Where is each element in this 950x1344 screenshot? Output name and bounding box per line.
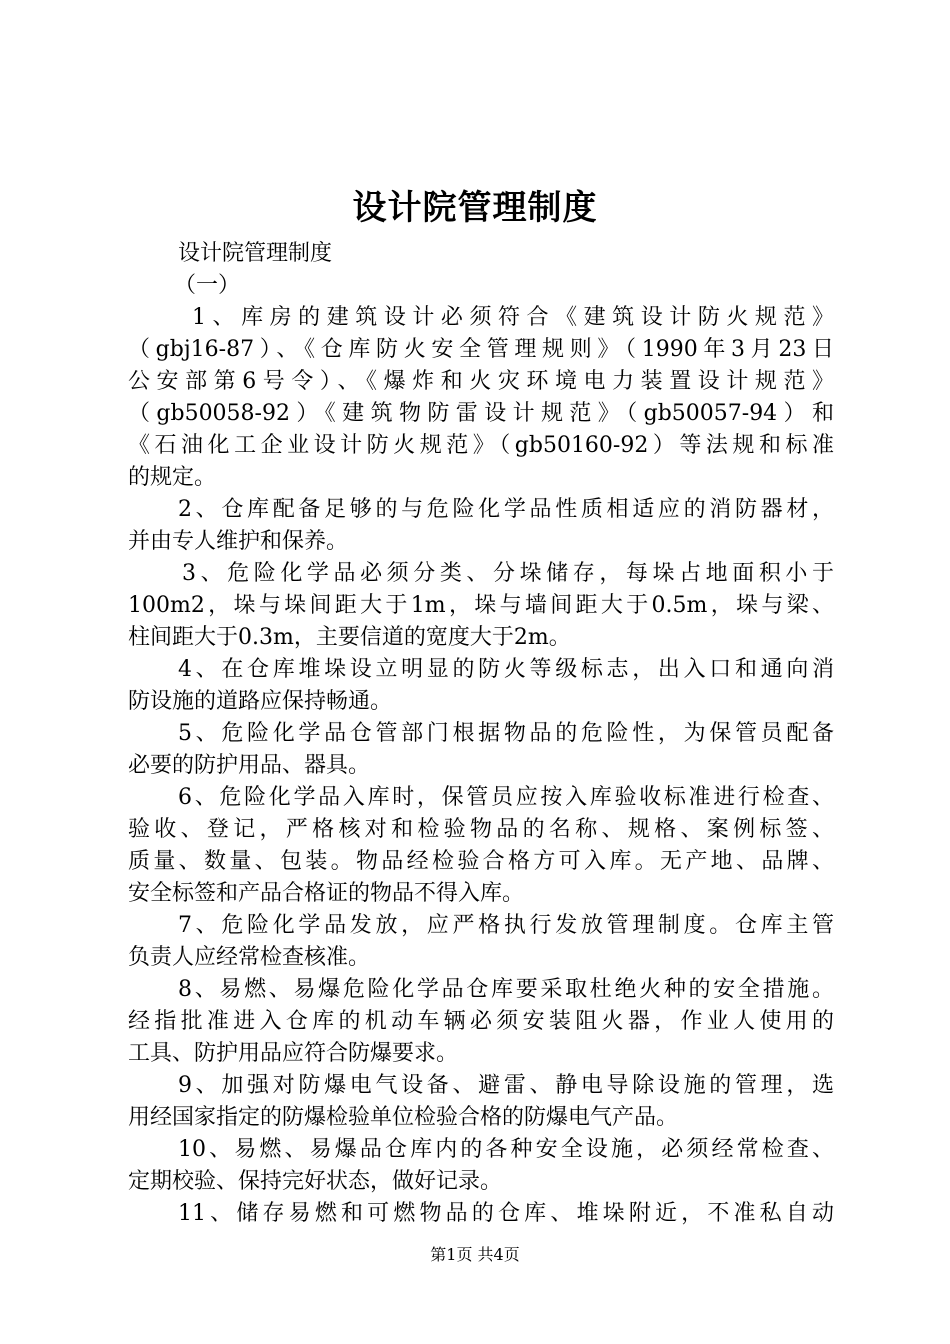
paragraph-line: 柱间距大于0.3m，主要信道的宽度大于2m。 bbox=[128, 625, 571, 650]
paragraph-line: 并由专人维护和保养。 bbox=[128, 529, 349, 554]
paragraph-line: （gb50058-92）《建筑物防雷设计规范》（gb50057-94）和 bbox=[128, 401, 834, 426]
page-title: 设计院管理制度 bbox=[352, 188, 598, 228]
paragraph-line: 11、储存易燃和可燃物品的仓库、堆垛附近，不准私自动 bbox=[178, 1201, 834, 1226]
paragraph-line: 工具、防护用品应符合防爆要求。 bbox=[128, 1041, 459, 1066]
paragraph-line: 用经国家指定的防爆检验单位检验合格的防爆电气产品。 bbox=[128, 1105, 679, 1130]
paragraph-line: 3、危险化学品必须分类、分垛储存，每垛占地面积小于 bbox=[182, 561, 834, 586]
paragraph-line: 8、易燃、易爆危险化学品仓库要采取杜绝火种的安全措施。 bbox=[178, 977, 834, 1002]
paragraph-line: 1、库房的建筑设计必须符合《建筑设计防火规范》 bbox=[192, 305, 834, 330]
paragraph-line: 经指批准进入仓库的机动车辆必须安装阻火器，作业人使用的 bbox=[128, 1009, 834, 1034]
paragraph-line: 定期校验、保持完好状态，做好记录。 bbox=[128, 1169, 503, 1194]
paragraph-line: 负责人应经常检查核准。 bbox=[128, 945, 371, 970]
document-body bbox=[128, 238, 834, 1230]
paragraph-line: 质量、数量、包装。物品经检验合格方可入库。无产地、品牌、 bbox=[128, 849, 834, 874]
paragraph-line: 100m2，垛与垛间距大于1m，垛与墙间距大于0.5m，垛与梁、 bbox=[128, 593, 834, 618]
paragraph-line: 验收、登记，严格核对和检验物品的名称、规格、案例标签、 bbox=[128, 817, 834, 842]
paragraph-line: （gbj16-87）、《仓库防火安全管理规则》（1990年3月23日 bbox=[128, 337, 834, 362]
paragraph-line: 2、仓库配备足够的与危险化学品性质相适应的消防器材， bbox=[178, 497, 834, 522]
paragraph-line: 7、危险化学品发放，应严格执行发放管理制度。仓库主管 bbox=[178, 913, 834, 938]
paragraph-line: 6、危险化学品入库时，保管员应按入库验收标准进行检查、 bbox=[178, 785, 834, 810]
section-number: （一） bbox=[174, 273, 241, 298]
paragraph-line: 的规定。 bbox=[128, 465, 217, 490]
paragraph-line: 安全标签和产品合格证的物品不得入库。 bbox=[128, 881, 525, 906]
paragraph-line: 必要的防护用品、器具。 bbox=[128, 753, 371, 778]
paragraph-line: 5、危险化学品仓管部门根据物品的危险性，为保管员配备 bbox=[178, 721, 834, 746]
paragraph-line: 10、易燃、易爆品仓库内的各种安全设施，必须经常检查、 bbox=[178, 1137, 834, 1162]
paragraph-line: 4、在仓库堆垛设立明显的防火等级标志，出入口和通向消 bbox=[178, 657, 834, 682]
paragraph-line: 9、加强对防爆电气设备、避雷、静电导除设施的管理，选 bbox=[178, 1073, 834, 1098]
paragraph-line: 防设施的道路应保持畅通。 bbox=[128, 689, 393, 714]
subtitle-line: 设计院管理制度 bbox=[178, 241, 333, 266]
paragraph-line: 《石油化工企业设计防火规范》（gb50160-92）等法规和标准 bbox=[128, 433, 834, 458]
paragraph-line: 公安部第6号令）、《爆炸和火灾环境电力装置设计规范》 bbox=[128, 369, 834, 394]
page-footer: 第1页 共4页 bbox=[430, 1245, 520, 1264]
